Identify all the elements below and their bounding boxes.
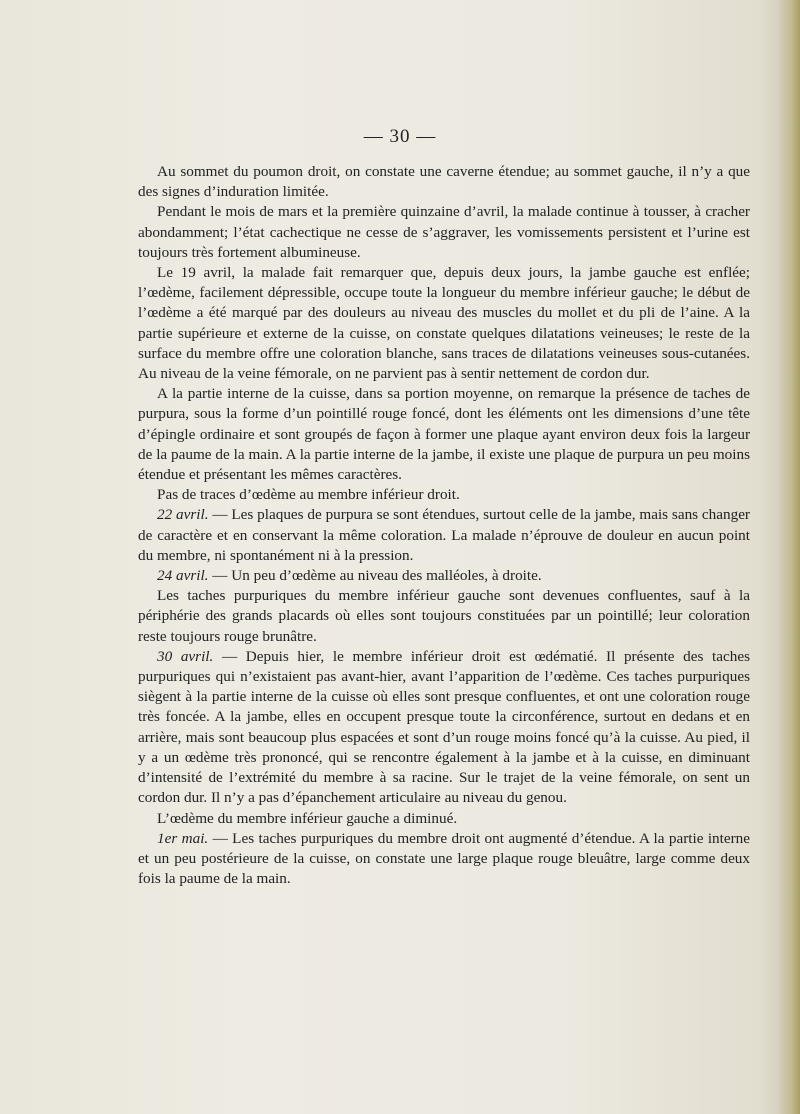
paragraph — [138, 505, 750, 566]
paragraph-text: — Les taches purpuriques du membre droit ont augmenté d’étendue. A la partie interne et un peu postérieure de la cuisse, on constate une large plaque rouge bleuâtre, large comme deux fois la paume de la main. — [138, 829, 750, 888]
paragraph — [138, 485, 750, 505]
paragraph-date: 22 avril. — [157, 506, 209, 524]
page-number: — 30 — — [363, 126, 437, 147]
paragraph — [138, 384, 750, 485]
paragraph-text: Pendant le mois de mars et la première quinzaine d’avril, la malade continue à tousser, à cracher abondamment; l’état cachectique ne cesse de s’aggraver, les vomissements persistent et l’urine est toujours très fortement albumineuse. — [138, 203, 750, 261]
paragraph-text: — Un peu d’œdème au niveau des malléoles, à droite. — [208, 567, 542, 585]
paragraph-text: Le 19 avril, la malade fait remarquer que, depuis deux jours, la jambe gauche est enflée; l’œdème, facilement dépressible, occupe toute la longueur du membre inférieur gauche; le début de l’œdème a été marqué par des douleurs au niveau des muscles du mollet et du pli de l’aine. A la partie supérieure et externe de la cuisse, on constate quelques dilatations veineuses; le reste de la surface du membre offre une coloration blanche, sans traces de dilatations veineuses sous-cutanées. Au niveau de la veine fémorale, on ne parvient pas à sentir nettement de cordon dur. — [138, 264, 750, 383]
paragraph-text: Pas de traces d’œdème au membre inférieur droit. — [157, 486, 460, 504]
paragraph — [138, 566, 750, 586]
paragraph — [138, 809, 750, 829]
paragraph-text: A la partie interne de la cuisse, dans sa portion moyenne, on remarque la présence de taches de purpura, sous la forme d’un pointillé rouge foncé, dont les éléments ont les dimensions d’une tête d’épingle ordinaire et sont groupés de façon à former une plaque ayant environ deux fois la largeur de la paume de la main. A la partie interne de la jambe, il existe une plaque de purpura un peu moins étendue et présentant les mêmes caractères. — [138, 385, 750, 484]
paragraph-date: 30 avril. — [157, 647, 214, 665]
paragraph-text: — Depuis hier, le membre inférieur droit est œdématié. Il présente des taches purpuriques qui n’existaient pas avant-hier, avant l’apparition de l’œdème. Ces taches purpuriques siègent à la partie interne de la cuisse où elles sont presque confluentes, et ont une coloration rouge très foncée. A la jambe, elles en occupent presque toute la circonférence, surtout en dedans et en arrière, mais sont beaucoup plus espacées et sont d’un rouge moins foncé qu’à la cuisse. Au pied, il y a un œdème très prononcé, qui se rencontre également à la jambe et à la cuisse, en diminuant d’intensité de l’extrémité du membre à sa racine. Sur le trajet de la veine fémorale, on sent un cordon dur. Il n’y a pas d’épanchement articulaire au niveau du genou. — [138, 647, 750, 807]
paragraph-text: L’œdème du membre inférieur gauche a diminué. — [157, 809, 458, 827]
paragraph — [138, 586, 750, 647]
paragraph — [138, 647, 750, 809]
paragraph-text: Les taches purpuriques du membre inférieur gauche sont devenues confluentes, sauf à la périphérie des grands placards où elles sont toujours constituées par un pointillé; leur coloration reste toujours rouge brunâtre. — [138, 587, 750, 645]
paragraph-text: — Les plaques de purpura se sont étendues, surtout celle de la jambe, mais sans changer de caractère et en conservant la même coloration. La malade n’éprouve de douleur en aucun point du membre, ni spontanément ni à la pression. — [138, 506, 750, 564]
paragraph — [138, 202, 750, 263]
paragraph — [138, 829, 750, 890]
paragraph — [138, 263, 750, 384]
body-text — [138, 162, 750, 889]
paragraph-text: Au sommet du poumon droit, on constate une caverne étendue; au sommet gauche, il n’y a que des signes d’induration limitée. — [138, 163, 750, 201]
paragraph-date: 24 avril. — [157, 567, 209, 585]
paragraph — [138, 162, 750, 202]
page-edge-shadow — [778, 0, 800, 1114]
paragraph-date: 1er mai. — [157, 829, 209, 847]
